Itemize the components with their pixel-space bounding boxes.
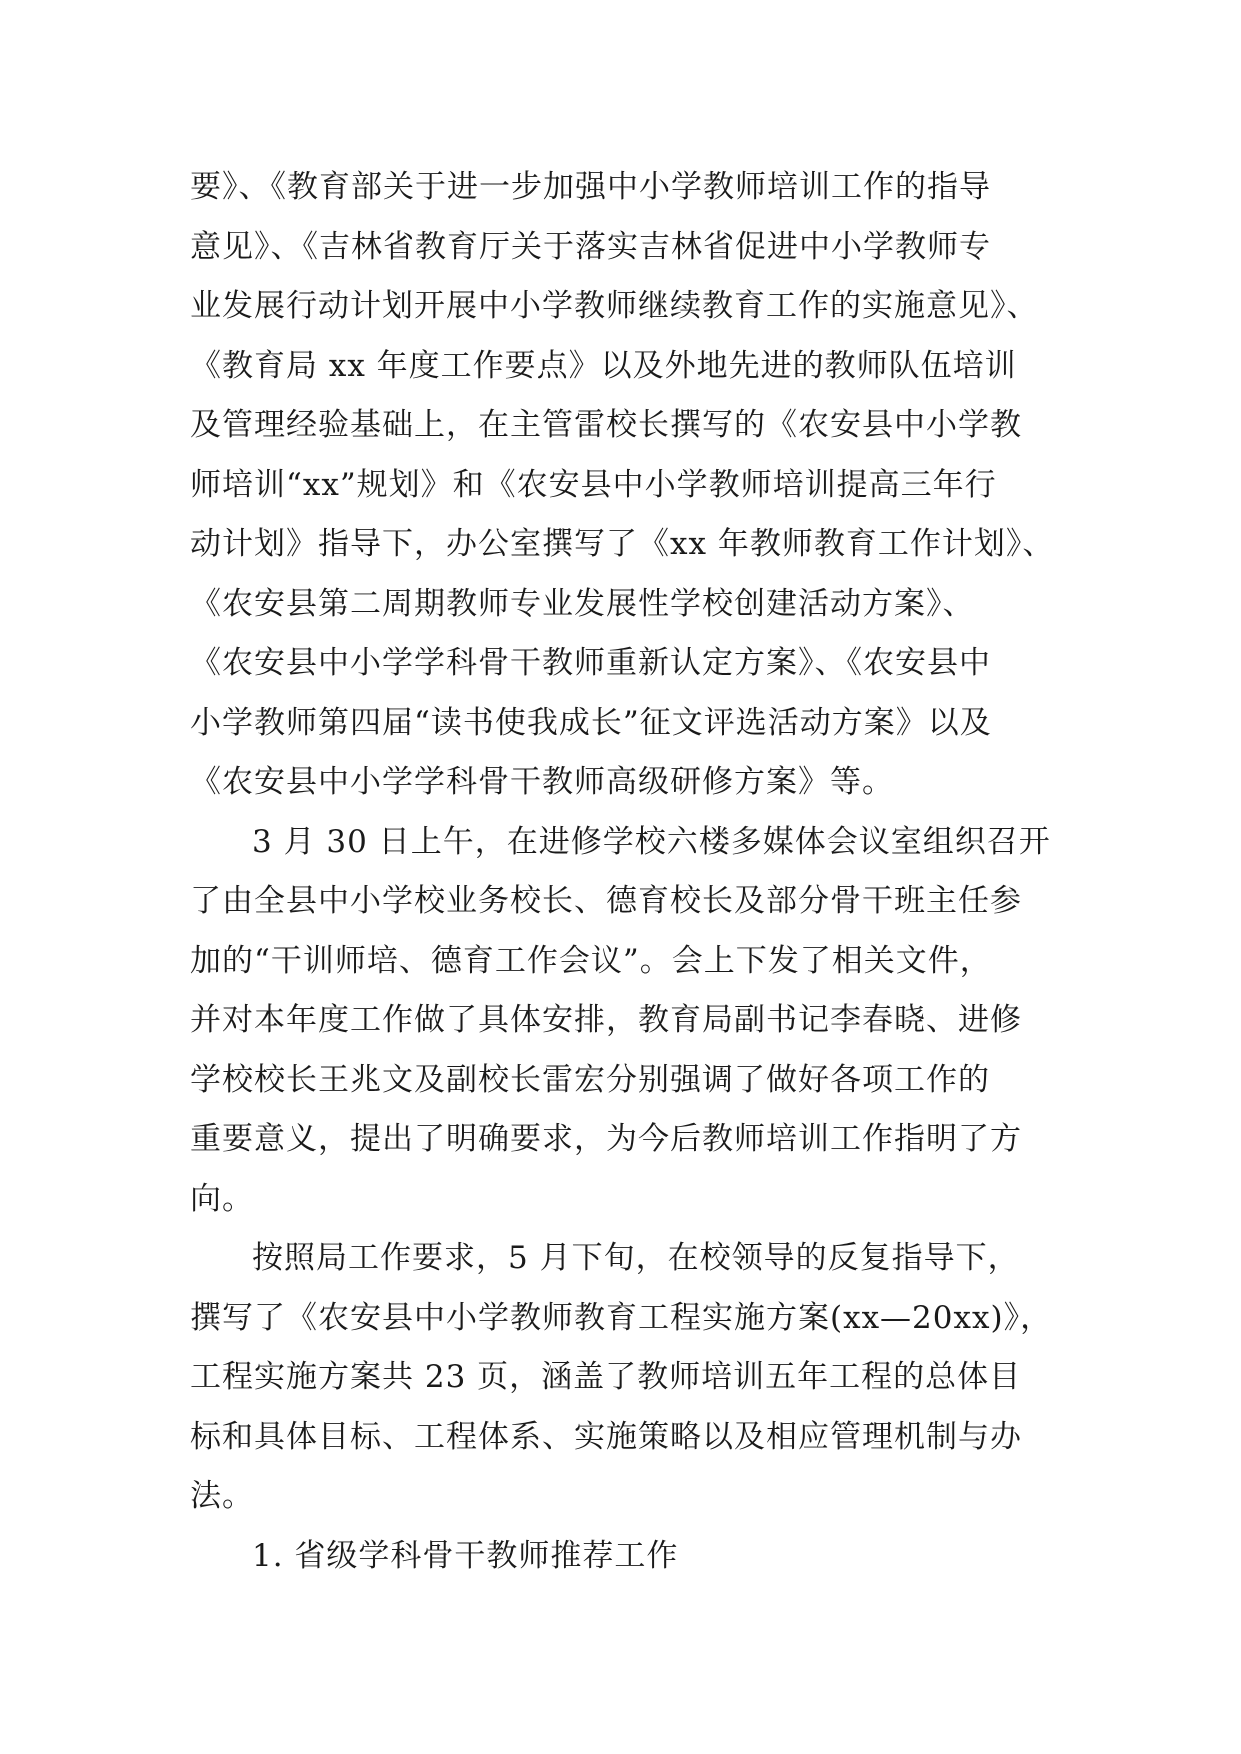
text-line: 业发展行动计划开展中小学教师继续教育工作的实施意见》、 — [190, 288, 1039, 324]
text-line: 向。 — [190, 1180, 254, 1217]
text-line: 3 月 30 日上午，在进修学校六楼多媒体会议室组织召开 — [252, 823, 1051, 860]
text-line: 学校校长王兆文及副校长雷宏分别强调了做好各项工作的 — [190, 1061, 990, 1098]
text-line: 《农安县第二周期教师专业发展性学校创建活动方案》、 — [190, 585, 975, 622]
paragraph-implementation-plan — [190, 1229, 1070, 1527]
section-heading — [190, 1527, 1070, 1587]
text-line: 动计划》指导下，办公室撰写了《xx 年教师教育工作计划》、 — [190, 526, 1055, 562]
text-line: 了由全县中小学校业务校长、德育校长及部分骨干班主任参 — [190, 883, 1022, 919]
text-line: 按照局工作要求，5 月下旬，在校领导的反复指导下， — [252, 1240, 1020, 1276]
text-line: 《农安县中小学学科骨干教师重新认定方案》、《农安县中 — [190, 645, 991, 681]
text-line: 工程实施方案共 23 页，涵盖了教师培训五年工程的总体目 — [190, 1359, 1022, 1395]
text-line: 并对本年度工作做了具体安排，教育局副书记李春晓、进修 — [190, 1002, 1022, 1038]
text-line: 加的“干训师培、德育工作会议”。会上下发了相关文件， — [190, 942, 992, 979]
paragraph-training-documents — [190, 158, 1070, 813]
text-line: 师培训“xx”规划》和《农安县中小学教师培训提高三年行 — [190, 466, 997, 503]
text-line: 意见》、《吉林省教育厅关于落实吉林省促进中小学教师专 — [190, 228, 991, 265]
text-line: 小学教师第四届“读书使我成长”征文评选活动方案》以及 — [190, 704, 992, 741]
text-line: 重要意义，提出了明确要求，为今后教师培训工作指明了方 — [190, 1121, 1022, 1157]
text-line: 《农安县中小学学科骨干教师高级研修方案》等。 — [190, 764, 894, 800]
section-heading-text: 1. 省级学科骨干教师推荐工作 — [252, 1537, 679, 1574]
paragraph-meeting — [190, 813, 1070, 1230]
text-line: 法。 — [190, 1478, 254, 1514]
text-line: 标和具体目标、工程体系、实施策略以及相应管理机制与办 — [190, 1418, 1022, 1455]
text-line: 及管理经验基础上，在主管雷校长撰写的《农安县中小学教 — [190, 407, 1022, 443]
text-line: 撰写了《农安县中小学教师教育工程实施方案(xx—20xx)》， — [190, 1299, 1053, 1336]
text-line: 《教育局 xx 年度工作要点》以及外地先进的教师队伍培训 — [190, 347, 1017, 384]
document-body — [190, 158, 1070, 1586]
text-line: 要》、《教育部关于进一步加强中小学教师培训工作的指导 — [190, 169, 991, 205]
